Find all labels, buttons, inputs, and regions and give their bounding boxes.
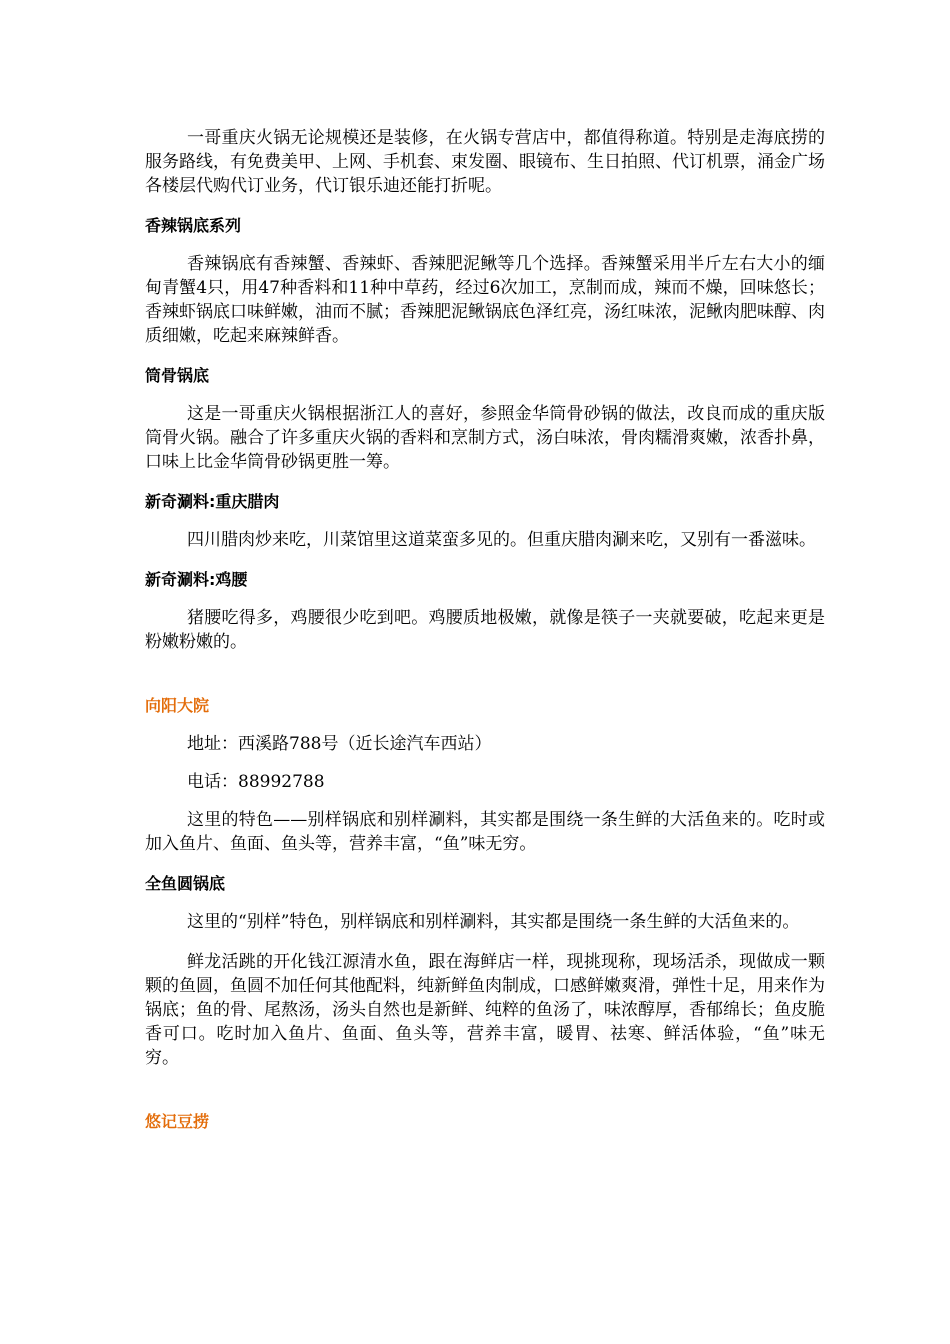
- intro-paragraph: 一哥重庆火锅无论规模还是装修，在火锅专营店中，都值得称道。特别是走海底捞的服务路线，有免费美甲、上网、手机套、束发圈、眼镜布、生日拍照、代订机票，涌金广场各楼层代购代订业务，代订银乐迪还能打折呢。: [145, 128, 825, 196]
- section-text-spicy-base: 香辣锅底有香辣蟹、香辣虾、香辣肥泥鳅等几个选择。香辣蟹采用半斤左右大小的缅甸青蟹4只，用47种香料和11种中草药，经过6次加工，烹制而成，辣而不燥，回味悠长；香辣虾锅底口味鲜嫩，油而不腻；香辣肥泥鳅锅底色泽红亮，汤红味浓，泥鳅肉肥味醇、肉质细嫩，吃起来麻辣鲜香。: [145, 254, 825, 346]
- restaurant-title-youji: 悠记豆捞: [145, 1112, 210, 1131]
- section-text-chicken-kidney: 猪腰吃得多，鸡腰很少吃到吧。鸡腰质地极嫩，就像是筷子一夹就要破，吃起来更是粉嫩粉嫩的。: [145, 608, 825, 652]
- restaurant-description: 这里的特色——别样锅底和别样涮料，其实都是围绕一条生鲜的大活鱼来的。吃时或加入鱼片、鱼面、鱼头等，营养丰富，“鱼”味无穷。: [145, 810, 825, 854]
- section-text-cured-pork: 四川腊肉炒来吃，川菜馆里这道菜蛮多见的。但重庆腊肉涮来吃，又别有一番滋味。: [187, 530, 816, 550]
- section-heading-spicy-base: 香辣锅底系列: [145, 216, 242, 235]
- section-heading-fish-ball-base: 全鱼圆锅底: [145, 874, 226, 893]
- section-text-fish-ball-2: 鲜龙活跳的开化钱江源清水鱼，跟在海鲜店一样，现挑现称，现场活杀，现做成一颗颗的鱼圆，鱼圆不加任何其他配料，纯新鲜鱼肉制成，口感鲜嫩爽滑，弹性十足，用来作为锅底；鱼的骨、尾熬汤，汤头自然也是新鲜、纯粹的鱼汤了，味浓醇厚，香郁绵长；鱼皮脆香可口。吃时加入鱼片、鱼面、鱼头等，营养丰富，暖胃、祛寒、鲜活体验，“鱼”味无穷。: [145, 952, 825, 1068]
- section-heading-chicken-kidney: 新奇涮料:鸡腰: [145, 570, 248, 589]
- restaurant-address: 地址：西溪路788号（近长途汽车西站）: [187, 734, 492, 754]
- section-heading-bone-base: 筒骨锅底: [145, 366, 210, 385]
- section-text-bone-base: 这是一哥重庆火锅根据浙江人的喜好，参照金华筒骨砂锅的做法，改良而成的重庆版筒骨火锅。融合了许多重庆火锅的香料和烹制方式，汤白味浓，骨肉糯滑爽嫩，浓香扑鼻，口味上比金华筒骨砂锅更胜一筹。: [145, 404, 825, 472]
- section-heading-cured-pork: 新奇涮料:重庆腊肉: [145, 492, 280, 511]
- section-text-fish-ball-1: 这里的“别样”特色，别样锅底和别样涮料，其实都是围绕一条生鲜的大活鱼来的。: [187, 912, 800, 932]
- restaurant-phone: 电话：88992788: [187, 772, 325, 792]
- restaurant-title-xiangyang: 向阳大院: [145, 696, 210, 715]
- document-page: [145, 126, 825, 1148]
